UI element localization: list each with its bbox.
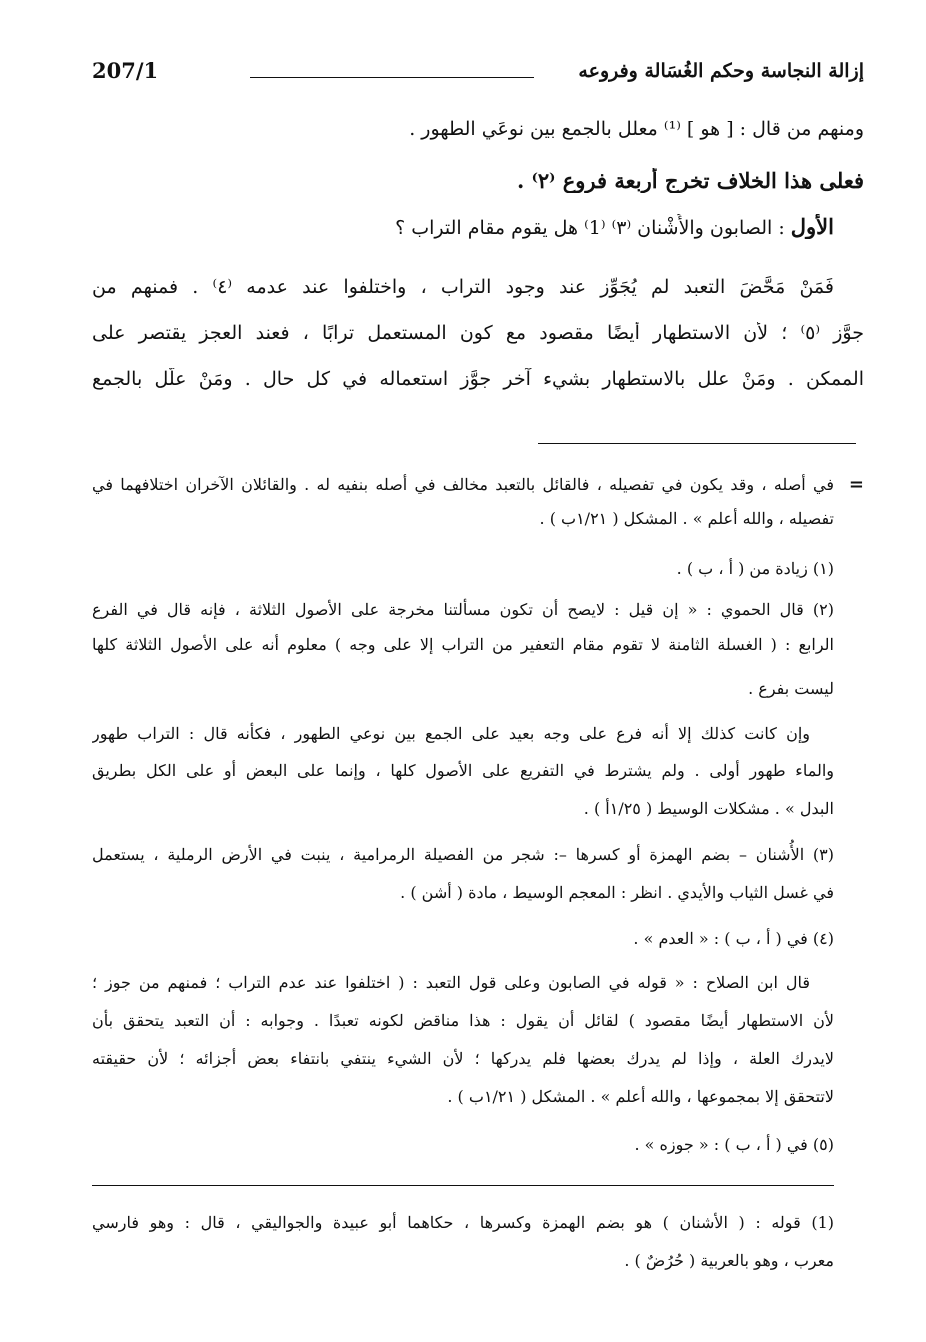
paragraph-line-1: فَمَنْ مَحَّضَ التعبد لم يُجَوِّز عند وجود التراب ، واختلفوا عند عدمه ⁽٤⁾ . فمنهم من: [92, 276, 834, 298]
footnote-continuation-line-2: تفصيله ، والله أعلم » . المشكل ( ١/٢١ب ) .: [539, 509, 834, 528]
header-title: إزالة النجاسة وحكم الغُسَالة وفروعه: [578, 60, 864, 82]
footnote-2-line-4: وإن كانت كذلك إلا أنه فرع على وجه بعيد على الجمع بين نوعي الطهور ، فكأنه قال : التراب طهور: [92, 724, 810, 743]
footnote-1: (١) زيادة من ( أ ، ب ) .: [676, 559, 834, 578]
footnote-2-line-6: البدل » . مشكلات الوسيط ( ١/٢٥أ ) .: [583, 799, 834, 818]
first-branch-text: : الصابون والأُشْنان ⁽٣⁾ ⁽1⁾ هل يقوم مقام التراب ؟: [395, 217, 791, 239]
paragraph-line-2: جوَّز ⁽٥⁾ ؛ لأن الاستطهار أيضًا مقصود مع كون المستعمل ترابًا ، فعند العجز يقتصر على: [92, 322, 864, 344]
footnote-2-line-1: (٢) قال الحموي : « إن قيل : لايصح أن تكون مسألتنا مخرجة على الأصول الثلاثة ، فإنه قال في الفرع: [92, 600, 834, 619]
continuation-marker: =: [848, 474, 864, 495]
footnote-2-line-3: ليست بفرع .: [748, 679, 834, 698]
paragraph-line-3: الممكن . ومَنْ علل بالاستطهار بشيء آخر جوَّز استعماله في كل حال . ومَنْ علَّل بالجمع: [92, 368, 864, 390]
footnote-separator: [538, 443, 856, 444]
editor-note-line-1: (1) قوله : ( الأشنان ) هو بضم الهمزة وكسرها ، حكاهما أبو عبيدة والجواليقي ، قال : وهو فارسي: [92, 1213, 834, 1232]
footnote-2-line-2: الرابع : ( الغسلة الثامنة لا تقوم مقام التعفير من التراب إلا على وجه ) معلوم أنه على الأصول الثلاثة كلها: [92, 635, 834, 654]
footnote-4-line-3: لأن الاستطهار أيضًا مقصود ) لقائل أن يقول : هذا مناقض لكونه تعبدًا . وجوابه : أن التعبد يتحقق بأن: [92, 1011, 834, 1030]
editor-note-line-2: معرب ، وهو بالعربية ( حُرُضٌ ) .: [624, 1251, 834, 1270]
first-branch-label: الأول: [790, 214, 834, 239]
body-line-1: ومنهم من قال : [ هو ] ⁽¹⁾ معلل بالجمع بين نوعَي الطهور .: [409, 118, 864, 140]
footnote-5: (٥) في ( أ ، ب ) : « جوزه » .: [634, 1135, 834, 1154]
footnote-4-line-2: قال ابن الصلاح : « قوله في الصابون وعلى قول التعبد : ( اختلفوا عند عدم التراب ؛ فمنهم من جوز ؛: [92, 973, 810, 992]
footnote-4: (٤) في ( أ ، ب ) : « العدم » .: [633, 929, 834, 948]
footnote-continuation-line-1: في أصله ، وقد يكون في تفصيله ، فالقائل بالتعبد مخالف في أصله بنفيه له . والقائلان الآخران اختلافهما في: [92, 475, 834, 494]
section-heading: فعلى هذا الخلاف تخرج أربعة فروع ⁽٢⁾ .: [517, 168, 864, 193]
footnote-2-line-5: والماء طهور أولى . ولم يشترط في التفريع على الأصول كلها ، وإنما على البعض أو على الكل بطريق: [92, 761, 834, 780]
footnote-4-line-4: لايدرك العلة ، وإذا لم يدرك بعضها فلم يدركها ؛ لأن الشيء ينتفي بانتفاء بعض أجزائه ؛ لأن حقيقته: [92, 1049, 834, 1068]
footnote-4-line-5: لاتتحقق إلا بمجموعها ، والله أعلم » . المشكل ( ١/٢١ب ) .: [447, 1087, 834, 1106]
footnote-3-line-2: في غسل الثياب والأيدي . انظر : المعجم الوسيط ، مادة ( أشن ) .: [400, 883, 834, 902]
running-header: [92, 56, 864, 96]
first-branch-line: [92, 214, 834, 239]
editor-note-rule: [92, 1185, 834, 1186]
header-rule: [250, 77, 534, 78]
page-number: 207/1: [92, 58, 159, 83]
footnote-3-line-1: (٣) الأُشنان – بضم الهمزة أو كسرها –: شجر من الفصيلة الرمرامية ، ينبت في الأرض الرملية ، يستعمل: [92, 845, 834, 864]
